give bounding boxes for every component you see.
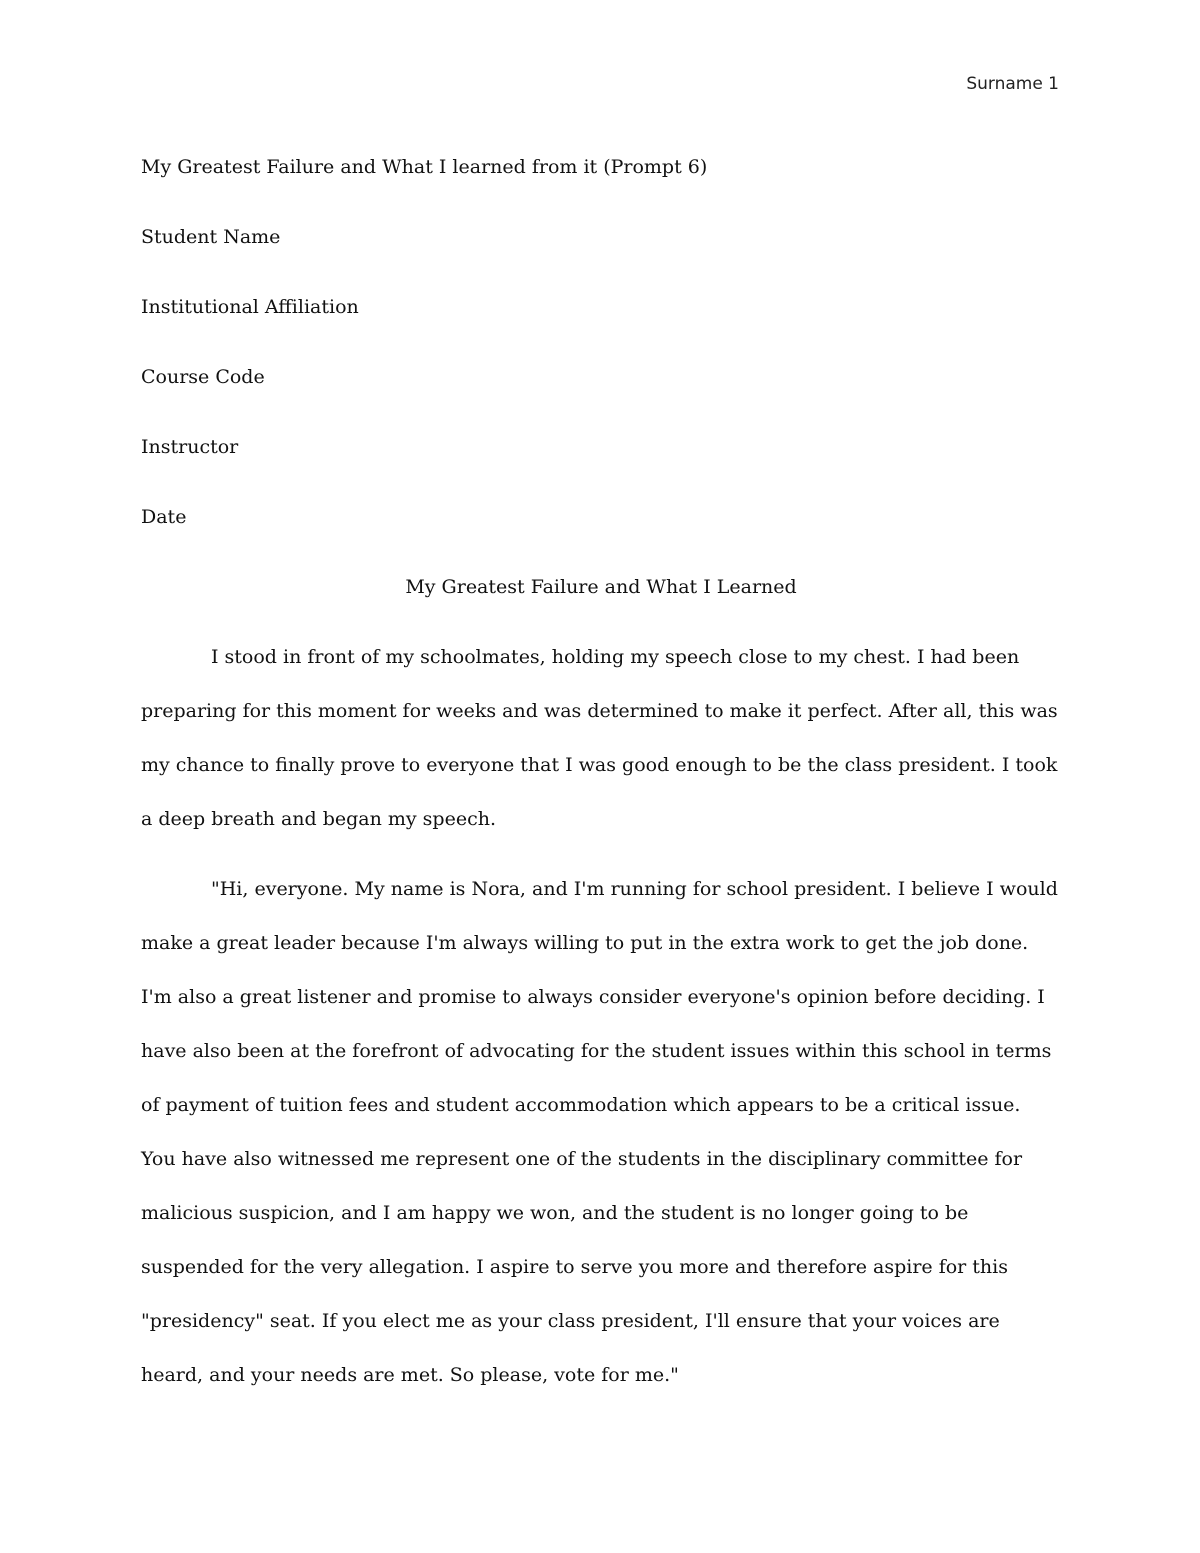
essay-paragraph: I stood in front of my schoolmates, holding my speech close to my chest. I had been preparing for this moment for weeks and was determined to make it perfect. After all, this was my chance to finally prove to everyone that I was good enough to be the class president. I took a deep breath and began my speech. xyxy=(141,646,1058,830)
running-head: Surname 1 xyxy=(966,74,1059,94)
document-body xyxy=(141,140,1061,1418)
instructor: Instructor xyxy=(141,436,239,458)
essay-title: My Greatest Failure and What I Learned xyxy=(405,576,797,598)
institutional-affiliation: Institutional Affiliation xyxy=(141,296,359,318)
date: Date xyxy=(141,506,187,528)
essay-paragraph: "Hi, everyone. My name is Nora, and I'm running for school president. I believe I would make a great leader because I'm always willing to put in the extra work to get the job done. I'm also a great listener and promise to always consider everyone's opinion before deciding. I have also been at the forefront of advocating for the student issues within this school in terms of payment of tuition fees and student accommodation which appears to be a critical issue. You have also witnessed me represent one of the students in the disciplinary committee for malicious suspicion, and I am happy we won, and the student is no longer going to be suspended for the very allegation. I aspire to serve you more and therefore aspire for this "presidency" seat. If you elect me as your class president, I'll ensure that your voices are heard, and your needs are met. So please, vote for me." xyxy=(141,878,1058,1386)
student-name: Student Name xyxy=(141,226,281,248)
prompt-title: My Greatest Failure and What I learned from it (Prompt 6) xyxy=(141,156,708,178)
course-code: Course Code xyxy=(141,366,265,388)
